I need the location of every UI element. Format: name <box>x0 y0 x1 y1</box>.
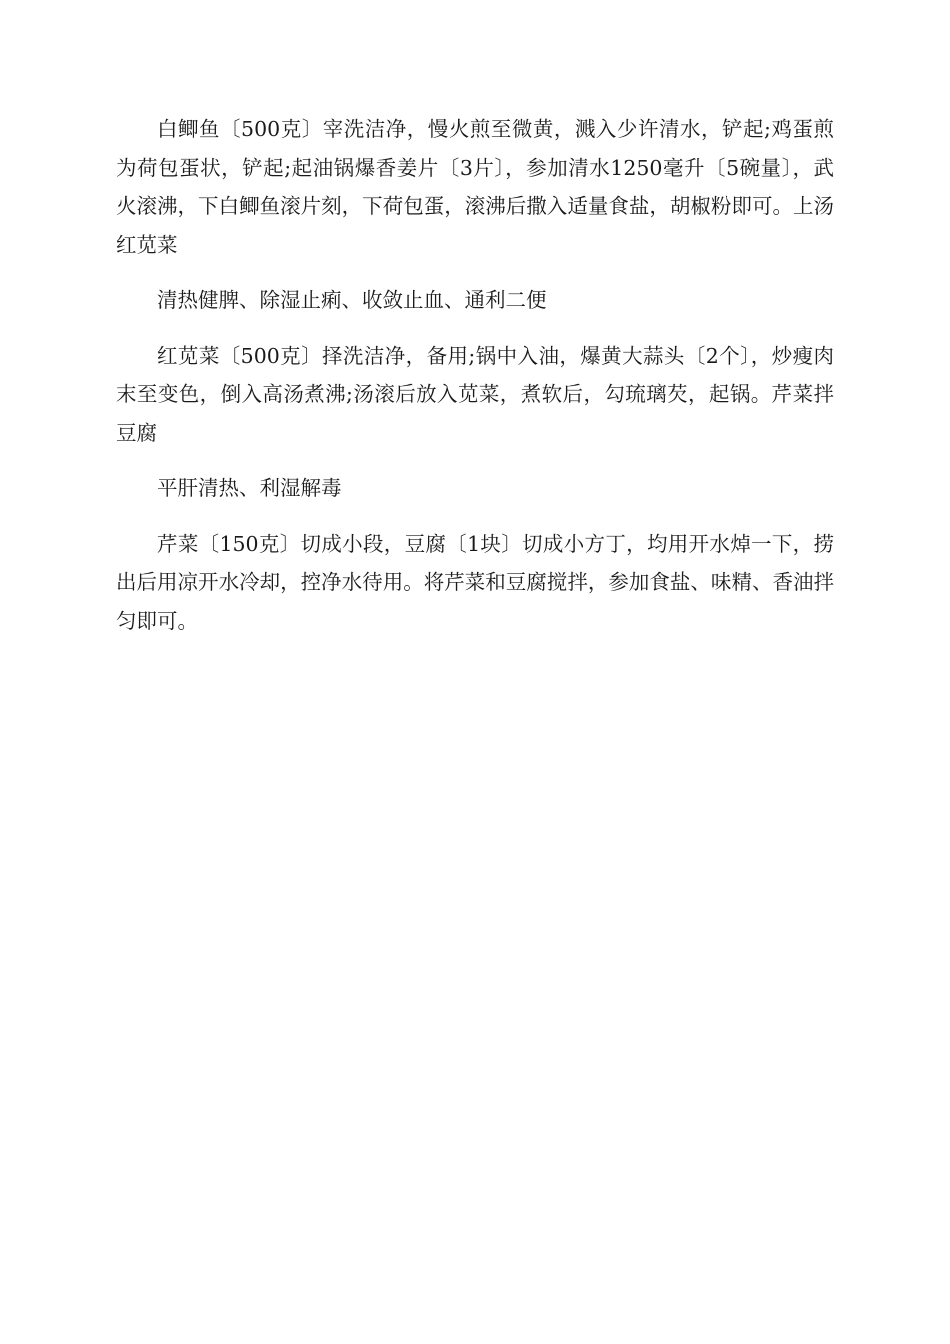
document-body <box>116 110 834 657</box>
paragraph-amaranth-benefits: 清热健脾、除湿止痢、收敛止血、通利二便 <box>157 288 547 312</box>
paragraph-crucian-carp-recipe: 白鲫鱼〔500克〕宰洗洁净，慢火煎至微黄，溅入少许清水，铲起;鸡蛋煎为荷包蛋状，铲起;起油锅爆香姜片〔3片〕，参加清水1250毫升〔5碗量〕，武火滚沸，下白鲫鱼滚片刻，下荷包蛋，滚沸后撒入适量食盐，胡椒粉即可。上汤红苋菜 <box>116 117 834 257</box>
paragraph-celery-benefits: 平肝清热、利湿解毒 <box>157 476 342 500</box>
paragraph-amaranth-recipe: 红苋菜〔500克〕择洗洁净，备用;锅中入油，爆黄大蒜头〔2个〕，炒瘦肉末至变色，倒入高汤煮沸;汤滚后放入苋菜，煮软后，勾琉璃芡，起锅。芹菜拌豆腐 <box>116 343 834 445</box>
paragraph-celery-tofu-recipe: 芹菜〔150克〕切成小段，豆腐〔1块〕切成小方丁，均用开水焯一下，捞出后用凉开水冷却，控净水待用。将芹菜和豆腐搅拌，参加食盐、味精、香油拌匀即可。 <box>116 531 834 633</box>
